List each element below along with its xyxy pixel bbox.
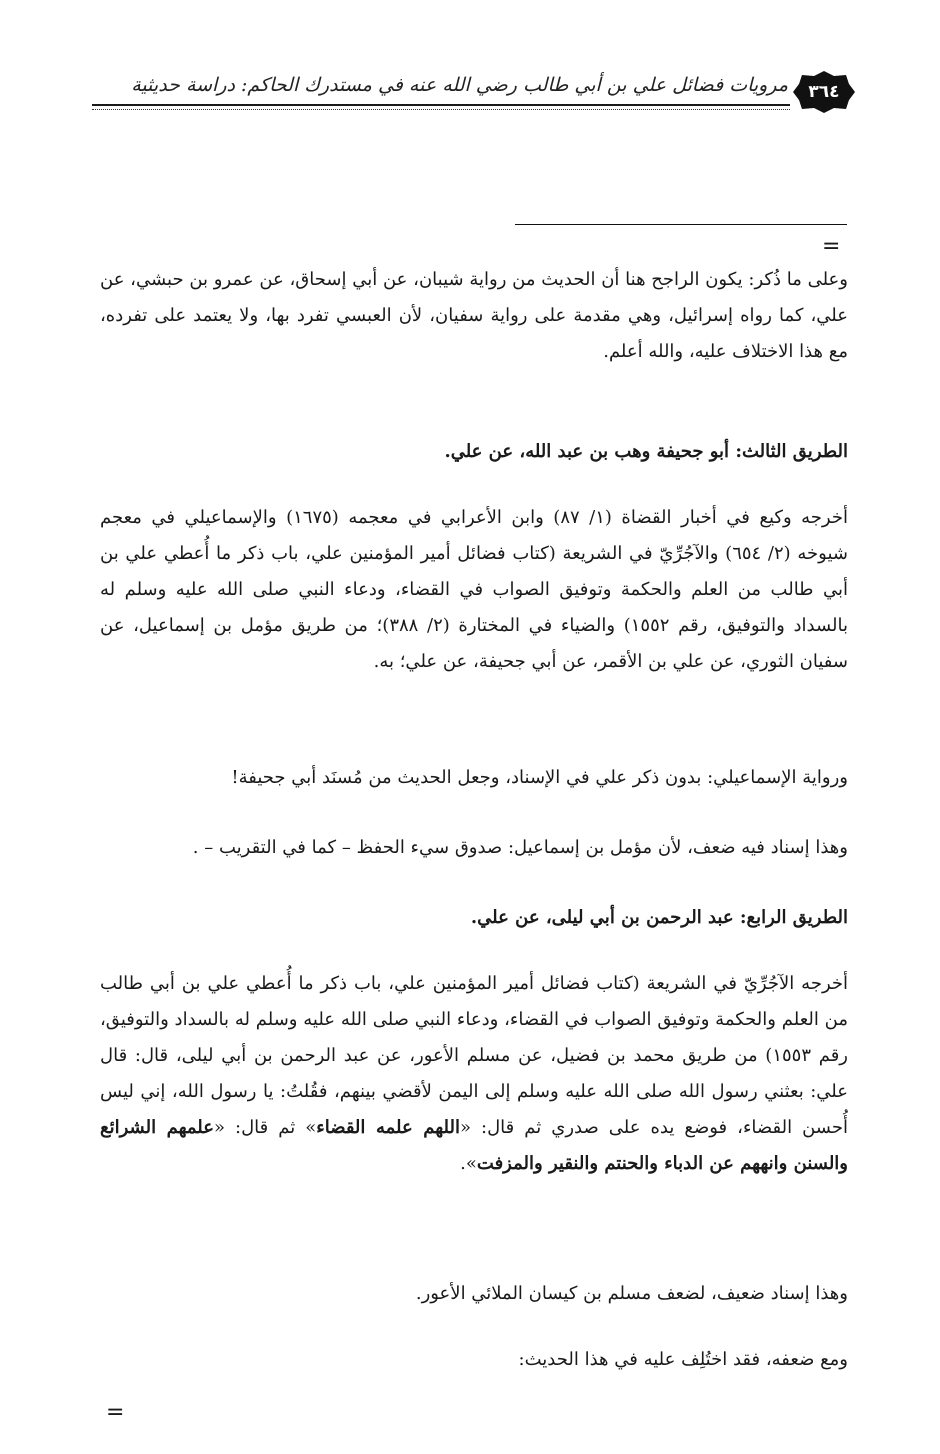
header-rule [92, 104, 790, 106]
footnote-paragraph-2: أخرجه وكيع في أخبار القضاة (١/ ٨٧) وابن الأعرابي في معجمه (١٦٧٥) والإسماعيلي في معجم شيوخه (٢/ ٦٥٤) والآجُرِّيّ في الشريعة (كتاب فضائل أمير المؤمنين علي، باب ذكر ما أُعطي علي بن أبي طالب من العلم والحكمة وتوفيق الصواب في القضاء، ودعاء النبي صلى الله عليه وسلم له بالسداد والتوفيق، رقم ١٥٥٢) والضياء في المختارة (٢/ ٣٨٨)؛ من طريق مؤمل بن إسماعيل، عن سفيان الثوري، عن علي بن الأقمر، عن أبي جحيفة، عن علي؛ به. [100, 507, 848, 672]
continuation-mark-bottom: = [106, 1400, 125, 1425]
footnote-paragraph-4: وهذا إسناد فيه ضعف، لأن مؤمل بن إسماعيل: صدوق سيء الحفظ – كما في التقريب – . [192, 837, 848, 858]
paragraph-text-cont: » ثم قال: « [214, 1117, 317, 1138]
quoted-prayer: اللهم علمه القضاء [316, 1117, 460, 1138]
paragraph-text: أخرجه الآجُرِّيّ في الشريعة (كتاب فضائل أمير المؤمنين علي، باب ذكر ما أُعطي علي بن أبي طالب من العلم والحكمة وتوفيق الصواب في القضاء، ودعاء النبي صلى الله عليه وسلم له بالسداد والتوفيق، رقم ١٥٥٣) من طريق محمد بن فضيل، عن مسلم الأعور، عن عبد الرحمن بن أبي ليلى، قال: قال علي: بعثني رسول الله صلى الله عليه وسلم إلى اليمن لأقضي بينهم، فقُلتُ: يا رسول الله، إني ليس أُحسن القضاء، فوضع يده على صدري ثم قال: « [100, 973, 849, 1138]
header-dotted-rule [92, 109, 790, 110]
continuation-mark-top: = [822, 234, 841, 259]
header-title: مرويات فضائل علي بن أبي طالب رضي الله عنه في مستدرك الحاكم: دراسة حديثية [131, 74, 788, 96]
footnote-paragraph-6: وهذا إسناد ضعيف، لضعف مسلم بن كيسان الملائي الأعور. [415, 1283, 848, 1304]
page-number: ٣٦٤ [808, 82, 840, 102]
section-heading-third-route: الطريق الثالث: أبو جحيفة وهب بن عبد الله، عن علي. [444, 441, 848, 462]
footnote-paragraph-1: وعلى ما ذُكر: يكون الراجح هنا أن الحديث من رواية شيبان، عن أبي إسحاق، عن عمرو بن حبشي، عن علي، كما رواه إسرائيل، وهي مقدمة على رواية سفيان، لأن العبسي تفرد بها، ولا يعتمد على تفرده، مع هذا الاختلاف عليه، والله أعلم. [100, 269, 848, 362]
paragraph-text-end: ». [460, 1153, 477, 1174]
section-heading-fourth-route: الطريق الرابع: عبد الرحمن بن أبي ليلى، عن علي. [470, 907, 848, 928]
page-number-badge [792, 70, 856, 114]
footnote-separator [515, 224, 847, 225]
footnote-paragraph-7: ومع ضعفه، فقد اختُلِف عليه في هذا الحديث: [518, 1349, 848, 1370]
footnote-paragraph-5 [100, 966, 848, 1182]
running-header [92, 62, 856, 122]
quoted-instruction: علمهم الشرائع والسنن وانههم عن الدباء والحنتم والنقير والمزفت [100, 1117, 848, 1174]
footnote-paragraph-3: ورواية الإسماعيلي: بدون ذكر علي في الإسناد، وجعل الحديث من مُسنَد أبي جحيفة! [231, 767, 848, 788]
